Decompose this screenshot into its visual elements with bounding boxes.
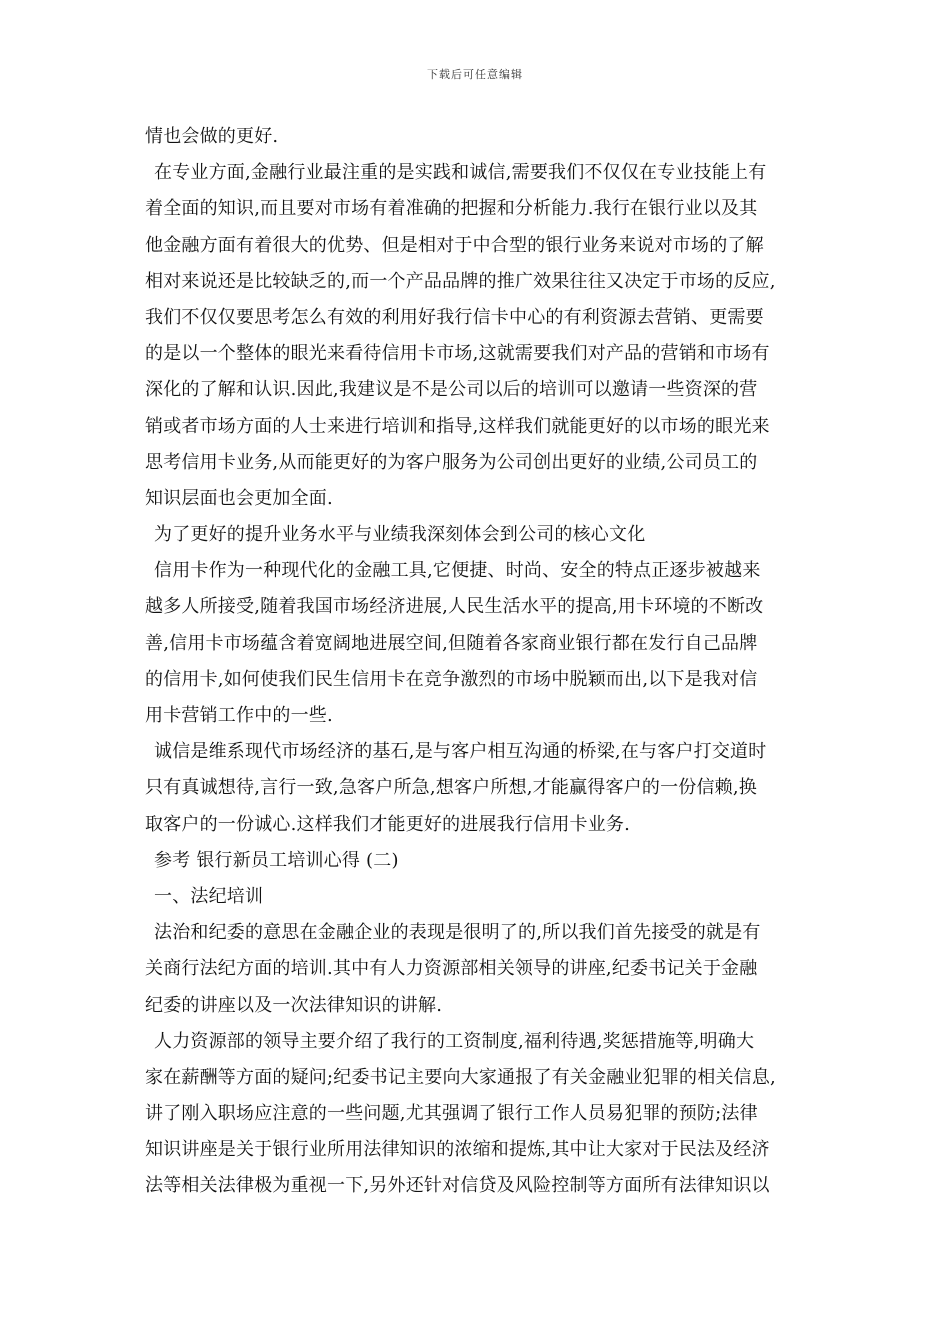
text-line: 为了更好的提升业务水平与业绩我深刻体会到公司的核心文化 [154, 524, 646, 546]
text-line: 我们不仅仅要思考怎么有效的利用好我行信卡中心的有利资源去营销、更需要 [145, 306, 764, 328]
text-line: 关商行法纪方面的培训.其中有人力资源部相关领导的讲座,纪委书记关于金融 [145, 958, 758, 980]
text-line: 善,信用卡市场蕴含着宽阔地进展空间,但随着各家商业银行都在发行自己品牌 [145, 632, 758, 654]
text-line: 人力资源部的领导主要介绍了我行的工资制度,福利待遇,奖惩措施等,明确大 [154, 1030, 755, 1052]
section-heading: 参考 银行新员工培训心得 (二) [154, 849, 399, 871]
text-line: 的是以一个整体的眼光来看待信用卡市场,这就需要我们对产品的营销和市场有 [145, 343, 770, 365]
text-line: 在专业方面,金融行业最注重的是实践和诚信,需要我们不仅仅在专业技能上有 [154, 162, 767, 184]
text-line: 讲了刚入职场应注意的一些问题,尤其强调了银行工作人员易犯罪的预防;法律 [145, 1103, 758, 1125]
text-line: 法等相关法律极为重视一下,另外还针对信贷及风险控制等方面所有法律知识以 [145, 1175, 770, 1197]
text-line: 销或者市场方面的人士来进行培训和指导,这样我们就能更好的以市场的眼光来 [145, 415, 770, 437]
text-line: 只有真诚想待,言行一致,急客户所急,想客户所想,才能赢得客户的一份信赖,换 [145, 777, 758, 799]
text-line: 着全面的知识,而且要对市场有着准确的把握和分析能力.我行在银行业以及其 [145, 198, 758, 220]
text-line: 他金融方面有着很大的优势、但是相对于中合型的银行业务来说对市场的了解 [145, 234, 764, 256]
text-line: 情也会做的更好. [145, 126, 279, 147]
text-line: 深化的了解和认识.因此,我建议是不是公司以后的培训可以邀请一些资深的营 [145, 379, 758, 401]
text-line: 用卡营销工作中的一些. [145, 705, 333, 726]
text-line: 相对来说还是比较缺乏的,而一个产品品牌的推广效果往往又决定于市场的反应, [145, 270, 776, 292]
document-body [145, 119, 811, 1205]
text-line: 越多人所接受,随着我国市场经济进展,人民生活水平的提高,用卡环境的不断改 [145, 596, 764, 618]
text-line: 知识讲座是关于银行业所用法律知识的浓缩和提炼,其中让大家对于民法及经济 [145, 1139, 770, 1161]
text-line: 家在薪酬等方面的疑问;纪委书记主要向大家通报了有关金融业犯罪的相关信息, [145, 1066, 776, 1088]
text-line: 取客户的一份诚心.这样我们才能更好的进展我行信用卡业务. [145, 813, 631, 835]
page-header: 下载后可任意编辑 [427, 68, 523, 81]
text-line: 信用卡作为一种现代化的金融工具,它便捷、时尚、安全的特点正逐步被越来 [154, 560, 761, 582]
section-heading: 一、法纪培训 [154, 885, 264, 907]
text-line: 法治和纪委的意思在金融企业的表现是很明了的,所以我们首先接受的就是有 [154, 922, 761, 944]
text-line: 知识层面也会更加全面. [145, 487, 333, 509]
text-line: 思考信用卡业务,从而能更好的为客户服务为公司创出更好的业绩,公司员工的 [145, 451, 758, 473]
text-line: 纪委的讲座以及一次法律知识的讲解. [145, 994, 443, 1016]
text-line: 的信用卡,如何使我们民生信用卡在竞争激烈的市场中脱颖而出,以下是我对信 [145, 668, 758, 690]
text-line: 诚信是维系现代市场经济的基石,是与客户相互沟通的桥梁,在与客户打交道时 [154, 741, 767, 763]
